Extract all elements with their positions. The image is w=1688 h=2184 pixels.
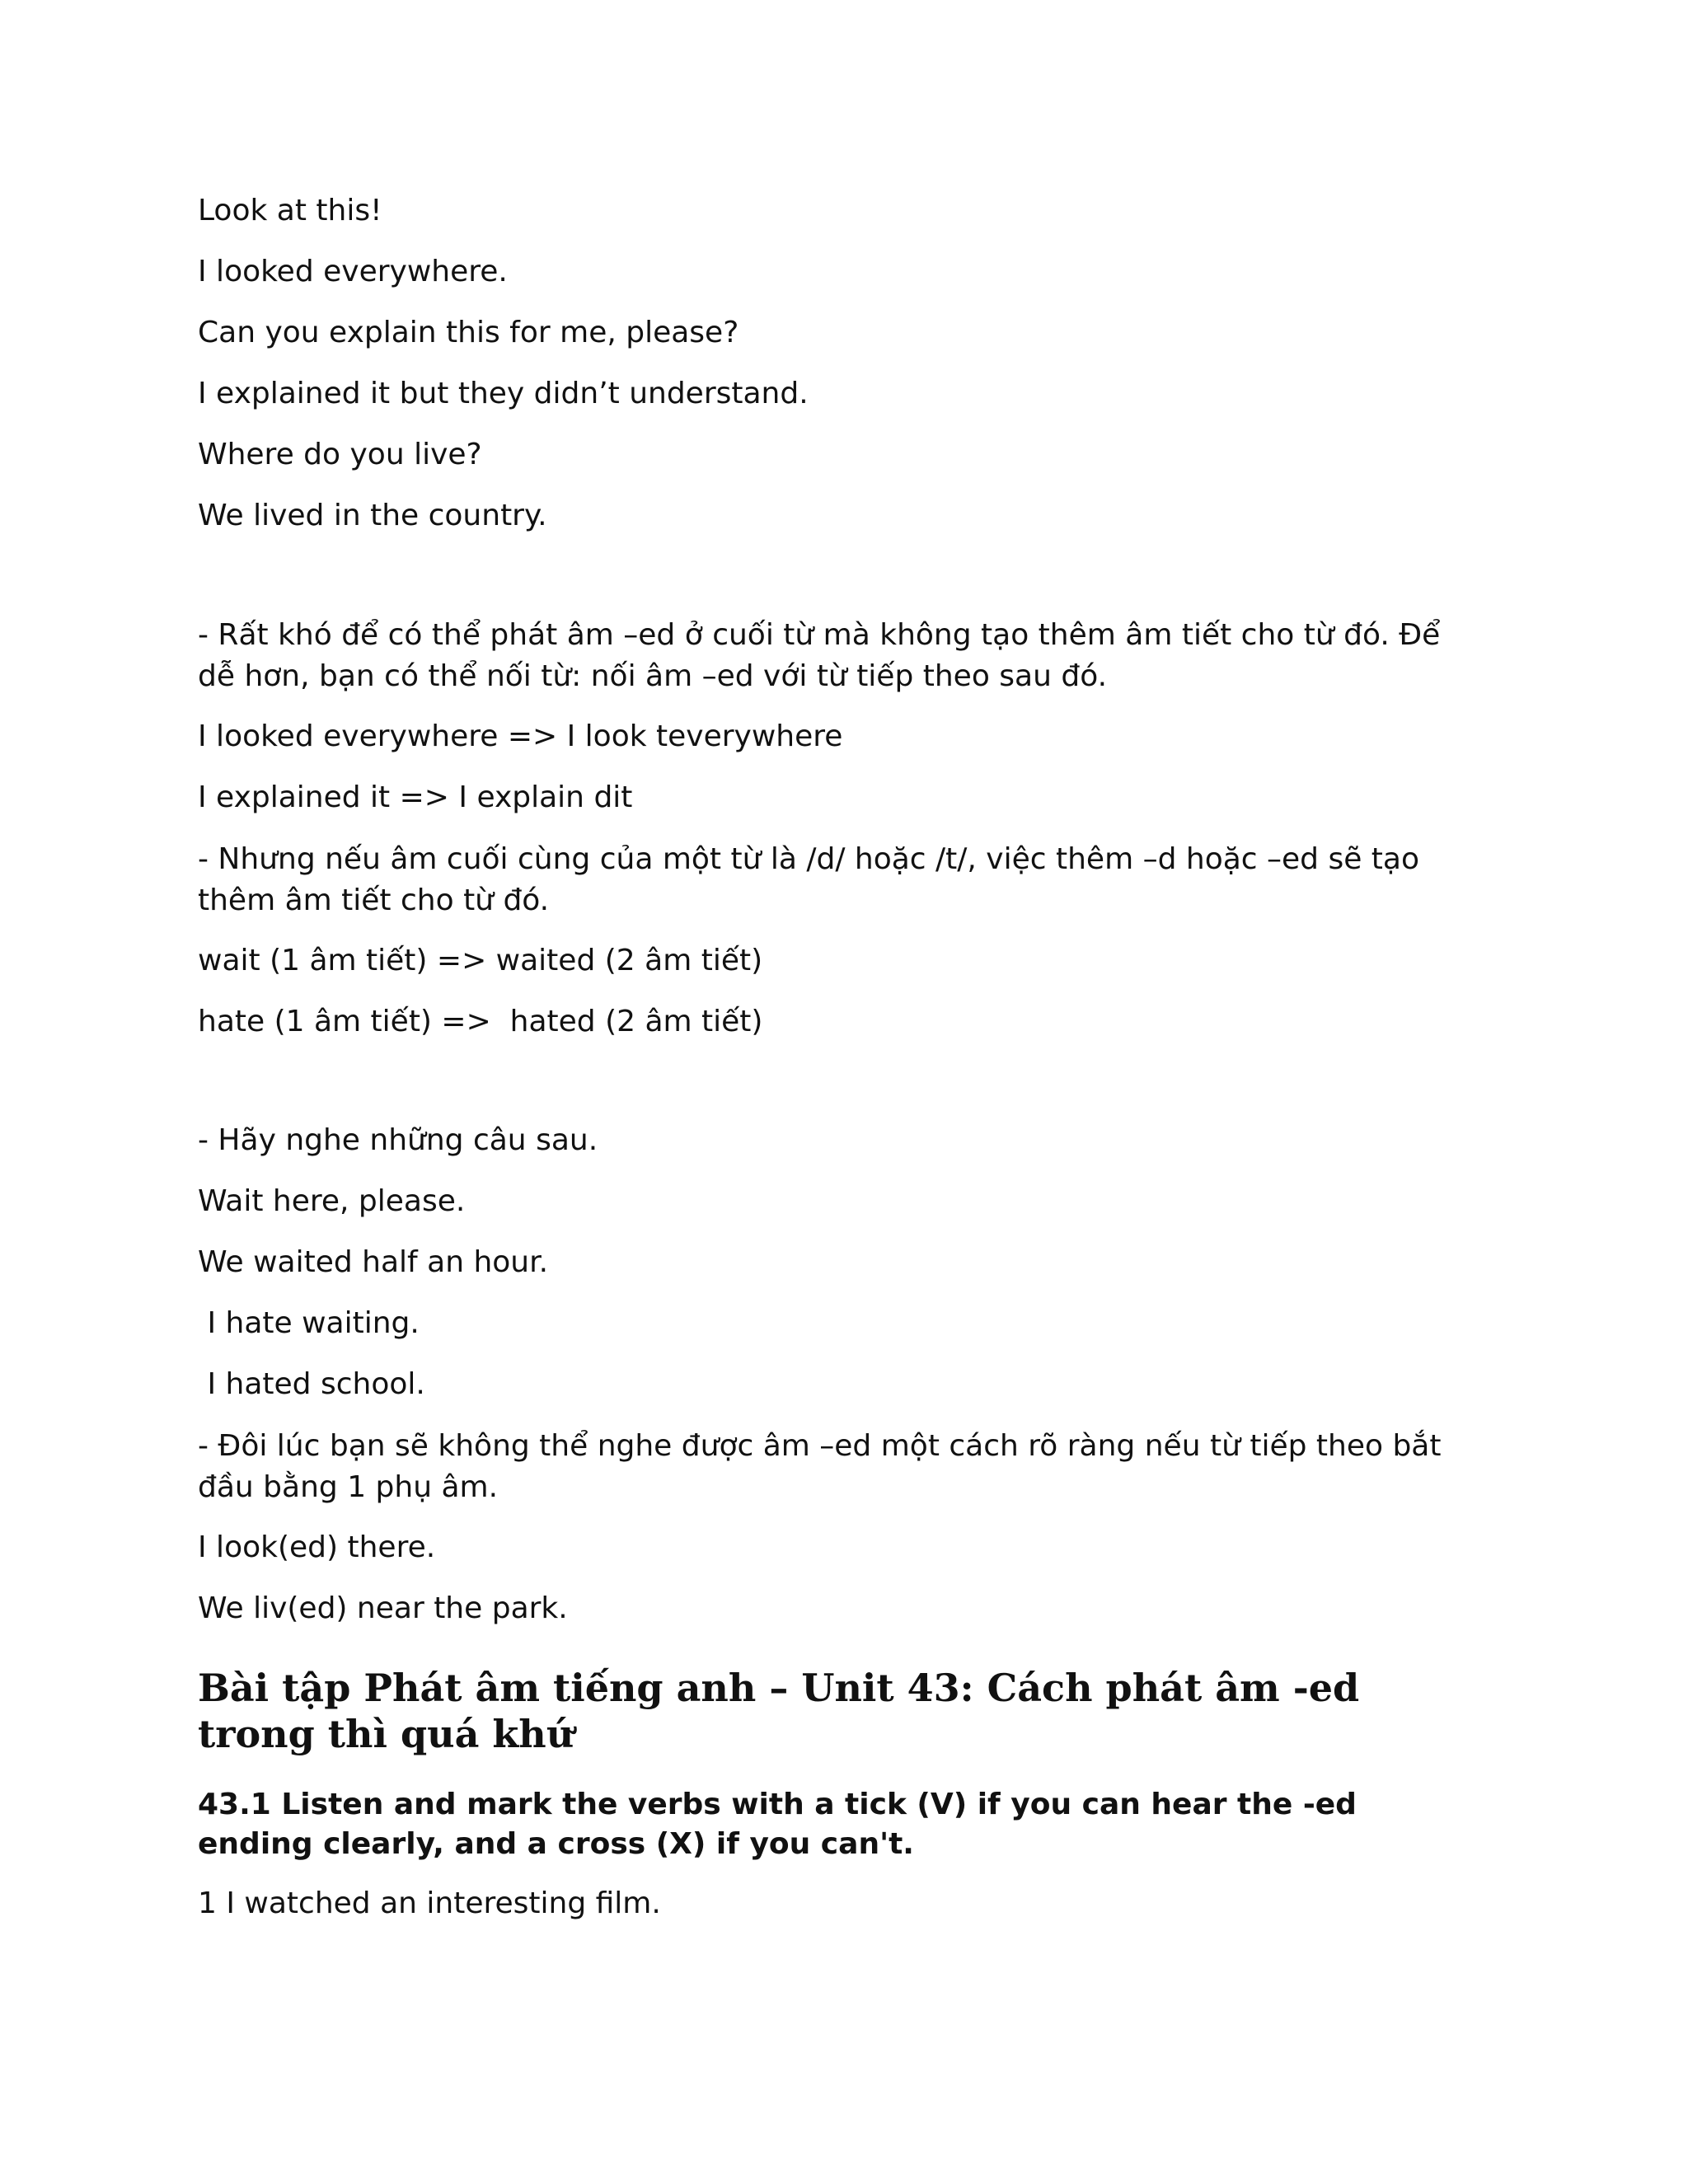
note-paragraph: - Đôi lúc bạn sẽ không thể nghe được âm –ed một cách rõ ràng nếu từ tiếp theo bắt đầu bằng 1 phụ âm. [198,1429,1442,1504]
example-sentence: Look at this! [198,194,382,227]
example-sentence: I looked everywhere. [198,255,508,288]
example-sentence: We lived in the country. [198,499,547,532]
listening-sentence: Wait here, please. [198,1184,466,1218]
syllable-example: wait (1 âm tiết) => waited (2 âm tiết) [198,944,763,977]
example-sentence: Can you explain this for me, please? [198,316,739,349]
syllable-example: hate (1 âm tiết) => hated (2 âm tiết) [198,1005,763,1038]
document-content [198,191,1467,1945]
consonant-example: I look(ed) there. [198,1530,436,1564]
linking-example: I looked everywhere => I look teverywhere [198,719,843,753]
section-linking [198,615,1467,1042]
exercise-heading: Bài tập Phát âm tiếng anh – Unit 43: Cách phát âm -ed trong thì quá khứ [198,1666,1360,1756]
listening-sentence: I hated school. [198,1367,425,1401]
example-sentence: I explained it but they didn’t understand. [198,377,809,410]
section-exercise [198,1665,1467,1924]
section-listening [198,1121,1467,1629]
listening-sentence: We waited half an hour. [198,1245,549,1279]
consonant-example: We liv(ed) near the park. [198,1591,568,1625]
listening-intro: - Hãy nghe những câu sau. [198,1123,598,1157]
exercise-instruction: 43.1 Listen and mark the verbs with a tick (V) if you can hear the -ed ending clearly, and a cross (X) if you can't. [198,1788,1357,1861]
linking-example: I explained it => I explain dit [198,780,633,814]
section-examples-basic [198,191,1467,536]
exercise-item: 1 I watched an interesting film. [198,1886,661,1920]
note-paragraph: - Rất khó để có thể phát âm –ed ở cuối từ mà không tạo thêm âm tiết cho từ đó. Để dễ hơn, bạn có thể nối từ: nối âm –ed với từ tiếp theo sau đó. [198,618,1441,693]
listening-sentence: I hate waiting. [198,1306,420,1340]
example-sentence: Where do you live? [198,438,482,471]
note-paragraph: - Nhưng nếu âm cuối cùng của một từ là /d/ hoặc /t/, việc thêm –d hoặc –ed sẽ tạo thêm âm tiết cho từ đó. [198,842,1420,917]
